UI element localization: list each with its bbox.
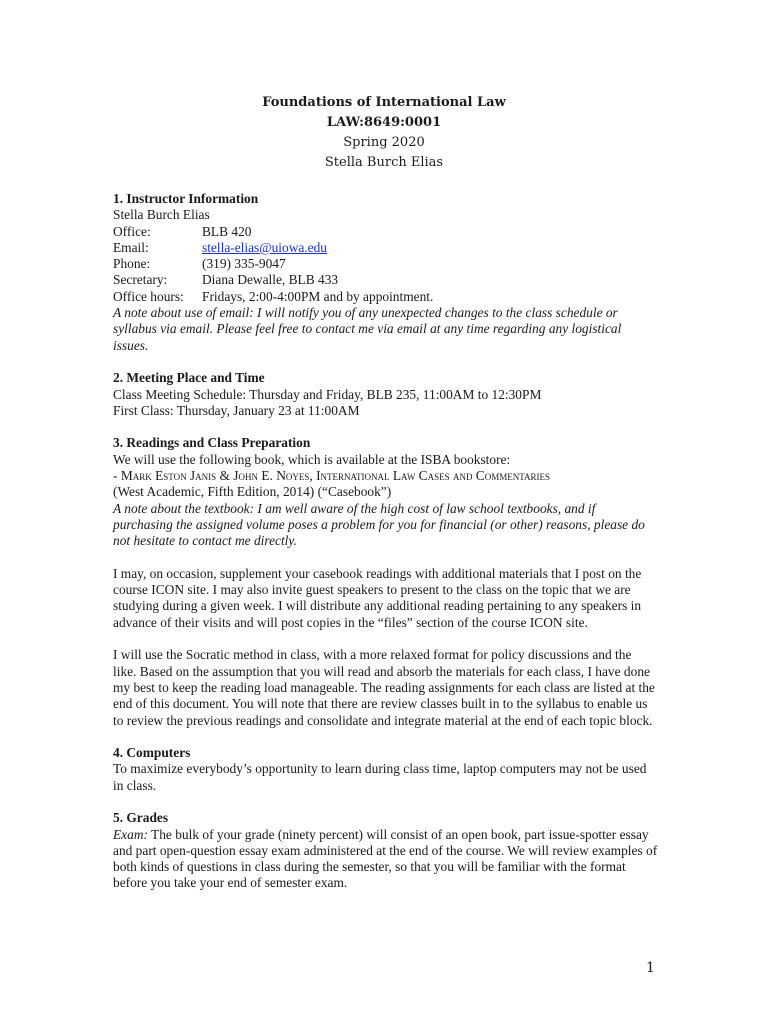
meeting-schedule: Class Meeting Schedule: Thursday and Friday, BLB 235, 11:00AM to 12:30PM [113, 386, 542, 402]
readings-paragraph-1: I may, on occasion, supplement your casebook readings with additional materials that I post on the course ICON site. I may also invite guest speakers to present to the class on the topic that we are studying during a given week. I will distribute any additional reading pertaining to any speakers in advance of their visits and will post copies in the “files” section of the course ICON site. [113, 565, 642, 630]
textbook-note: A note about the textbook: I am well aware of the high cost of law school textbooks, and if purchasing the assigned volume poses a problem for you for financial (or other) reasons, please do not hesitate to contact me directly. [113, 500, 645, 549]
email-note: A note about use of email: I will notify you of any unexpected changes to the class schedule or syllabus via email. Please feel free to contact me via email at any time regarding any logistical issues. [113, 305, 622, 353]
section-heading-readings: 3. Readings and Class Preparation [113, 435, 311, 451]
book-edition: (West Academic, Fifth Edition, 2014) (“Casebook”) [113, 484, 392, 500]
email-label: Email: [113, 239, 149, 255]
spacer [113, 354, 658, 370]
exam-label: Exam: [113, 826, 148, 842]
book-citation [113, 468, 658, 484]
secretary-value: Diana Dewalle, BLB 433 [202, 272, 339, 288]
book-prefix: - [113, 468, 121, 484]
course-code: LAW:8649:0001 [326, 115, 442, 130]
spacer [113, 550, 658, 566]
email-row [113, 240, 658, 256]
office-value: BLB 420 [202, 223, 252, 239]
document-header [0, 93, 768, 173]
first-class: First Class: Thursday, January 23 at 11:00AM [113, 402, 360, 418]
phone-label: Phone: [113, 256, 151, 272]
readings-paragraph-2: I will use the Socratic method in class, with a more relaxed format for policy discussions and the like. Based on the assumption that you will read and absorb the materials for each class, I have done my best to keep the reading load manageable. The reading assignments for each class are listed at the end of this document. You will note that there are review classes built in to the syllabus to enable us to review the previous readings and consolidate and integrate material at the end of each topic block. [113, 647, 655, 728]
book-authors: Mark Eston Janis & John E. Noyes, [120, 468, 317, 484]
secretary-label: Secretary: [113, 272, 168, 288]
section-heading-instructor: 1. Instructor Information [113, 191, 259, 206]
course-term: Spring 2020 [343, 135, 425, 150]
office-hours-row [113, 289, 658, 305]
readings-intro: We will use the following book, which is available at the ISBA bookstore: [113, 451, 511, 467]
instructor-name: Stella Burch Elias [113, 207, 210, 223]
book-title: International Law Cases and Commentaries [316, 468, 551, 484]
spacer [113, 631, 658, 647]
office-row [113, 224, 658, 240]
spacer [113, 419, 658, 435]
spacer [113, 729, 658, 745]
office-hours-label: Office hours: [113, 288, 184, 304]
section-heading-meeting: 2. Meeting Place and Time [113, 370, 265, 386]
section-heading-grades: 5. Grades [113, 810, 169, 826]
course-instructor: Stella Burch Elias [324, 155, 444, 170]
office-hours-value: Fridays, 2:00-4:00PM and by appointment. [202, 288, 434, 304]
secretary-row [113, 272, 658, 288]
section-heading-computers: 4. Computers [113, 745, 191, 761]
page-number: 1 [646, 960, 655, 976]
spacer [113, 794, 658, 810]
document-body [113, 191, 658, 892]
exam-paragraph [113, 827, 658, 892]
course-title: Foundations of International Law [262, 95, 506, 110]
office-label: Office: [113, 223, 151, 239]
phone-value: (319) 335-9047 [202, 256, 286, 272]
exam-text: The bulk of your grade (ninety percent) will consist of an open book, part issue-spotter essay and part open-question essay exam administered at the end of the course. We will review examples of both kinds of questions in class during the semester, so that you will be familiar with the format before you take your end of semester exam. [113, 826, 658, 891]
computers-text: To maximize everybody’s opportunity to learn during class time, laptop computers may not be used in class. [113, 761, 647, 793]
phone-row [113, 256, 658, 272]
email-link[interactable]: stella-elias@uiowa.edu [202, 239, 327, 255]
